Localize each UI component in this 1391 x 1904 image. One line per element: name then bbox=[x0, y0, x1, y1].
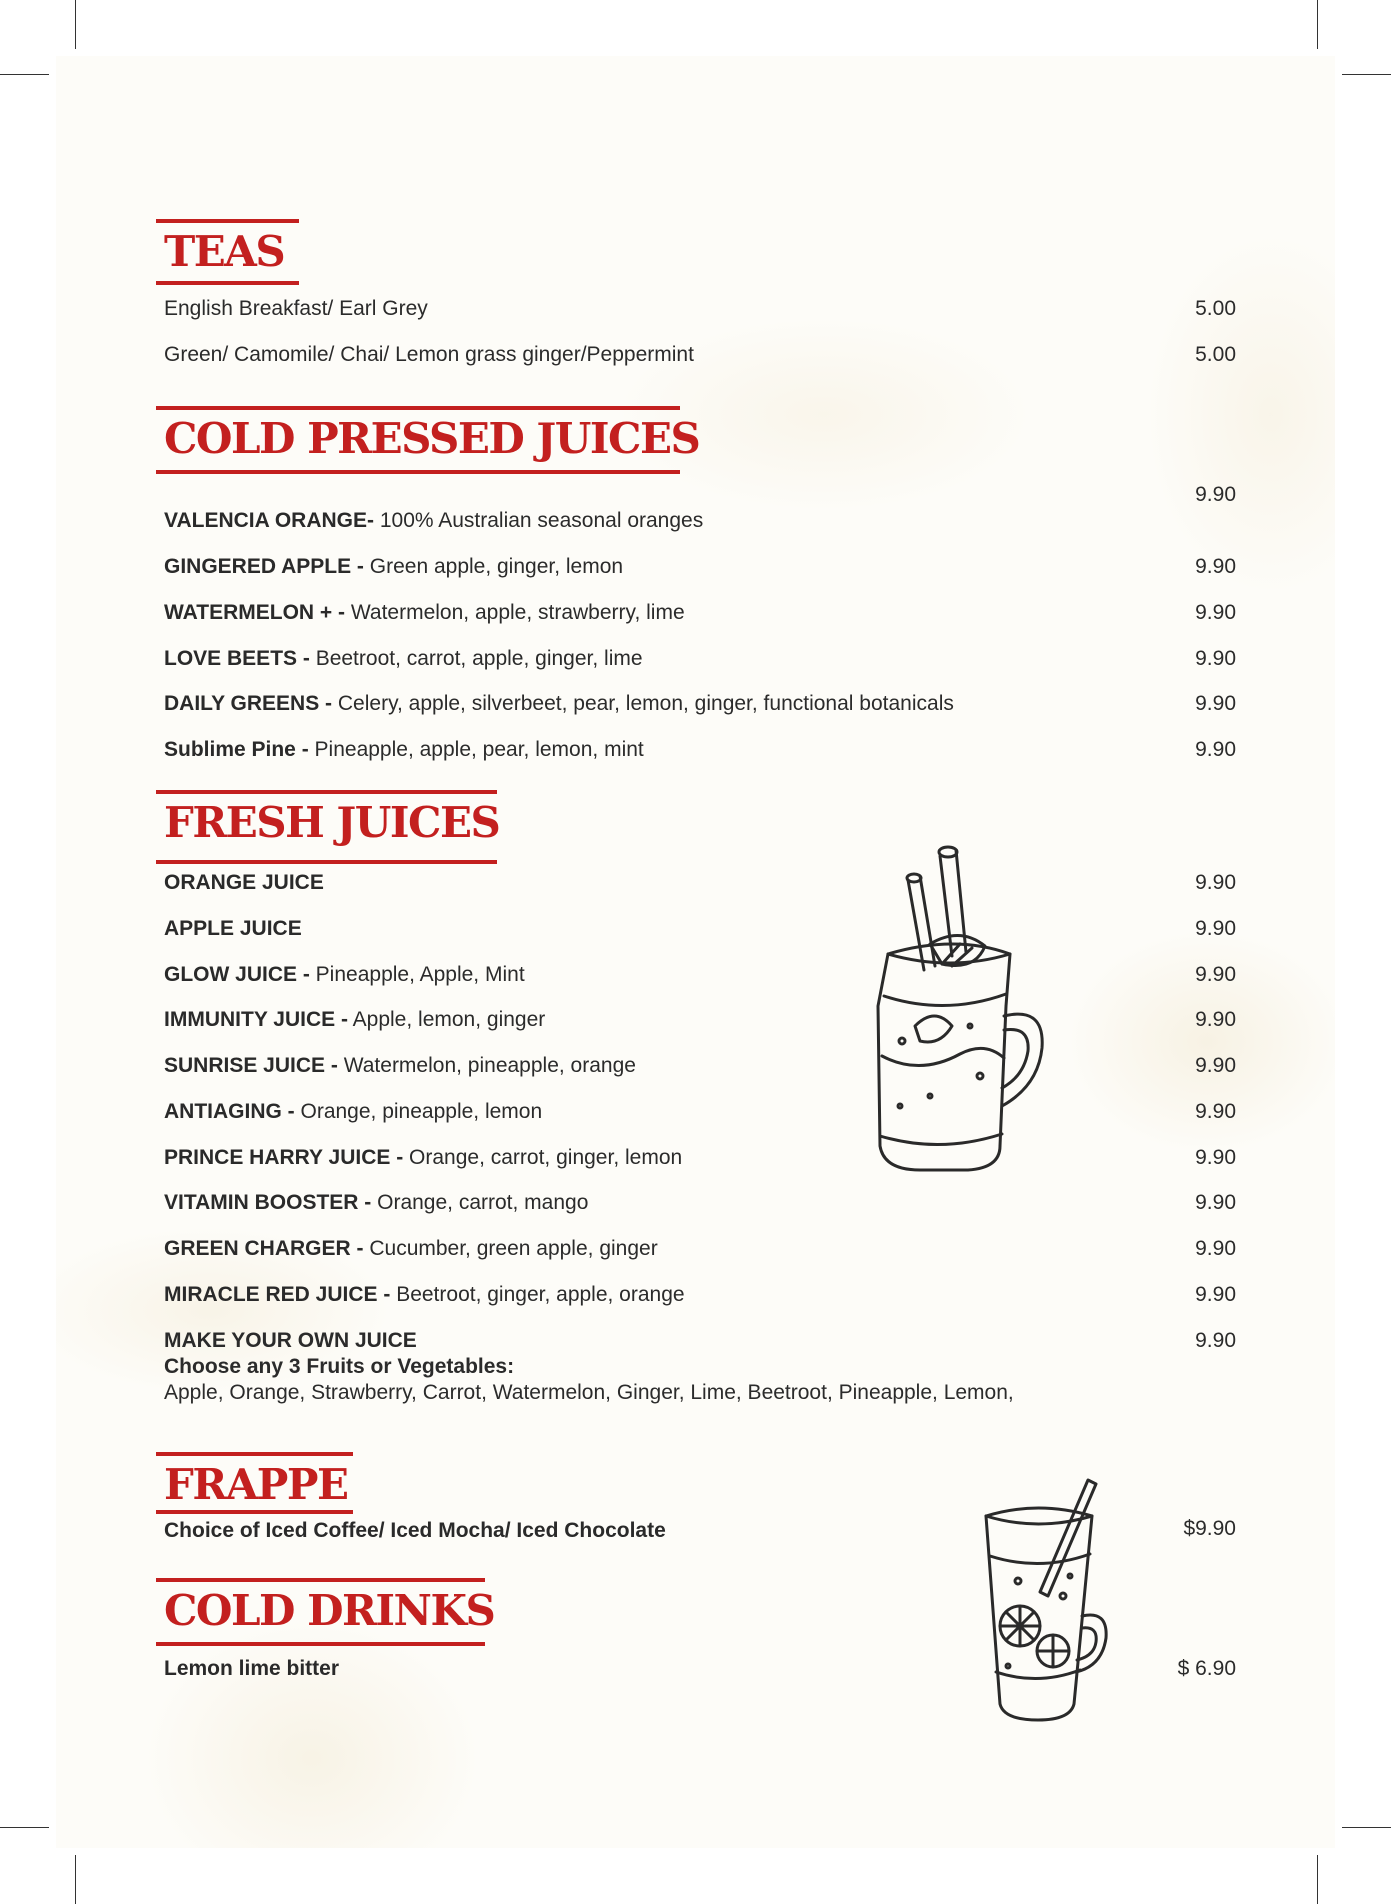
item-desc: Beetroot, ginger, apple, orange bbox=[390, 1283, 685, 1306]
heading-rule bbox=[156, 1578, 485, 1582]
menu-item bbox=[164, 1190, 588, 1216]
item-desc: 100% Australian seasonal oranges bbox=[374, 509, 704, 532]
item-desc: Green apple, ginger, lemon bbox=[363, 555, 624, 578]
item-price: 9.90 bbox=[1195, 871, 1236, 894]
item-name: PRINCE HARRY JUICE - bbox=[164, 1146, 404, 1169]
item-name: Choice of Iced Coffee/ Iced Mocha/ Iced Chocolate bbox=[164, 1519, 666, 1542]
item-desc: Beetroot, carrot, apple, ginger, lime bbox=[309, 647, 643, 670]
menu-item: English Breakfast/ Earl Grey bbox=[164, 297, 428, 320]
item-name: VALENCIA ORANGE- bbox=[164, 509, 374, 532]
menu-item bbox=[164, 737, 644, 763]
item-name: Lemon lime bitter bbox=[164, 1657, 340, 1680]
crop-mark bbox=[1342, 1827, 1391, 1828]
crop-mark bbox=[1342, 74, 1391, 75]
menu-item bbox=[164, 1236, 658, 1262]
item-desc: Watermelon, apple, strawberry, lime bbox=[345, 601, 685, 624]
heading-rule bbox=[156, 1452, 353, 1456]
menu-item bbox=[164, 870, 324, 896]
item-desc: Apple, lemon, ginger bbox=[347, 1008, 546, 1031]
item-price: 9.90 bbox=[1195, 1054, 1236, 1077]
item-price: 9.90 bbox=[1195, 1146, 1236, 1169]
own-juice-options: Apple, Orange, Strawberry, Carrot, Watermelon, Ginger, Lime, Beetroot, Pineapple, Lemon, bbox=[164, 1381, 1014, 1404]
item-desc: Orange, carrot, mango bbox=[371, 1191, 589, 1214]
item-desc: Pineapple, Apple, Mint bbox=[309, 963, 525, 986]
item-price: 9.90 bbox=[1195, 601, 1236, 624]
item-name: DAILY GREENS - bbox=[164, 692, 333, 715]
crop-mark bbox=[1317, 1855, 1318, 1904]
menu-item bbox=[164, 1282, 685, 1308]
item-name: MAKE YOUR OWN JUICE bbox=[164, 1329, 417, 1352]
crop-mark bbox=[0, 1827, 49, 1828]
item-name: GREEN CHARGER - bbox=[164, 1237, 364, 1260]
item-price: 9.90 bbox=[1195, 1237, 1236, 1260]
item-name: ORANGE JUICE bbox=[164, 871, 324, 894]
heading-rule bbox=[156, 281, 299, 285]
item-name: GLOW JUICE - bbox=[164, 963, 310, 986]
heading-rule bbox=[156, 1510, 353, 1514]
menu-item bbox=[164, 962, 525, 988]
menu-item bbox=[164, 691, 954, 717]
item-price: 9.90 bbox=[1195, 1283, 1236, 1306]
heading-rule bbox=[156, 219, 299, 223]
item-name: VITAMIN BOOSTER - bbox=[164, 1191, 372, 1214]
crop-mark bbox=[1317, 0, 1318, 49]
menu-item bbox=[164, 1007, 545, 1033]
item-desc: Pineapple, apple, pear, lemon, mint bbox=[308, 738, 644, 761]
section-title-fresh-juices: FRESH JUICES bbox=[164, 798, 500, 847]
menu-item bbox=[164, 1145, 682, 1171]
menu-item bbox=[164, 916, 302, 942]
mug-with-cinnamon-sketch-icon bbox=[860, 836, 1060, 1176]
item-price: 9.90 bbox=[1195, 1100, 1236, 1123]
glass-with-straw-sketch-icon bbox=[978, 1476, 1118, 1726]
heading-rule bbox=[156, 1642, 485, 1646]
item-price: 5.00 bbox=[1195, 343, 1236, 366]
heading-rule bbox=[156, 860, 497, 864]
menu-item bbox=[164, 646, 643, 672]
item-price: 9.90 bbox=[1195, 1329, 1236, 1352]
item-price: 9.90 bbox=[1195, 647, 1236, 670]
menu-item bbox=[164, 600, 685, 626]
heading-rule bbox=[156, 790, 497, 794]
item-price: 9.90 bbox=[1195, 692, 1236, 715]
item-name: MIRACLE RED JUICE - bbox=[164, 1283, 391, 1306]
make-your-own-juice bbox=[164, 1328, 1024, 1406]
section-title-cold-pressed: COLD PRESSED JUICES bbox=[164, 414, 700, 463]
item-price: 9.90 bbox=[1195, 483, 1236, 506]
item-name: IMMUNITY JUICE - bbox=[164, 1008, 348, 1031]
menu-item: Green/ Camomile/ Chai/ Lemon grass ginger/Peppermint bbox=[164, 343, 694, 366]
item-name: LOVE BEETS - bbox=[164, 647, 310, 670]
item-desc: Celery, apple, silverbeet, pear, lemon, ginger, functional botanicals bbox=[332, 692, 954, 715]
menu-item bbox=[164, 1053, 636, 1079]
section-title-cold-drinks: COLD DRINKS bbox=[164, 1586, 495, 1635]
item-name: ANTIAGING - bbox=[164, 1100, 295, 1123]
item-name: APPLE JUICE bbox=[164, 917, 302, 940]
item-price: $9.90 bbox=[1183, 1517, 1236, 1540]
menu-item bbox=[164, 508, 703, 534]
own-juice-subtitle: Choose any 3 Fruits or Vegetables: bbox=[164, 1355, 515, 1378]
item-name: Sublime Pine - bbox=[164, 738, 309, 761]
item-price: $ 6.90 bbox=[1177, 1657, 1236, 1680]
item-price: 9.90 bbox=[1195, 555, 1236, 578]
section-title-frappe: FRAPPE bbox=[164, 1460, 348, 1509]
item-desc: Watermelon, pineapple, orange bbox=[337, 1054, 636, 1077]
item-price: 9.90 bbox=[1195, 738, 1236, 761]
crop-mark bbox=[75, 0, 76, 49]
section-title-teas: TEAS bbox=[164, 227, 285, 276]
crop-mark bbox=[0, 74, 49, 75]
item-price: 5.00 bbox=[1195, 297, 1236, 320]
crop-mark bbox=[75, 1855, 76, 1904]
item-price: 9.90 bbox=[1195, 963, 1236, 986]
item-desc: Orange, pineapple, lemon bbox=[294, 1100, 543, 1123]
item-desc: Orange, carrot, ginger, lemon bbox=[403, 1146, 683, 1169]
menu-item bbox=[164, 1656, 339, 1682]
item-price: 9.90 bbox=[1195, 917, 1236, 940]
heading-rule bbox=[156, 470, 680, 474]
item-name: SUNRISE JUICE - bbox=[164, 1054, 338, 1077]
item-name: GINGERED APPLE - bbox=[164, 555, 364, 578]
menu-item bbox=[164, 554, 623, 580]
menu-item bbox=[164, 1518, 666, 1544]
heading-rule bbox=[156, 406, 680, 410]
item-price: 9.90 bbox=[1195, 1191, 1236, 1214]
item-desc: Cucumber, green apple, ginger bbox=[363, 1237, 658, 1260]
menu-item bbox=[164, 1099, 542, 1125]
item-price: 9.90 bbox=[1195, 1008, 1236, 1031]
item-name: WATERMELON + - bbox=[164, 601, 346, 624]
